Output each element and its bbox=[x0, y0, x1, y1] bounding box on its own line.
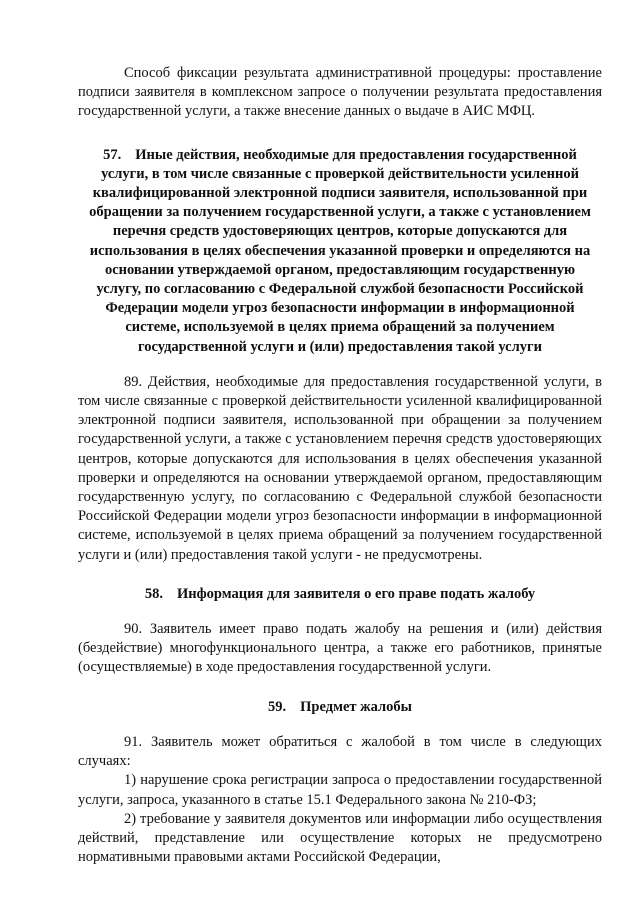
section-58-number: 58. bbox=[144, 585, 163, 602]
list-item-1: 1) нарушение срока регистрации запроса о предоставлении государственной услуги, запроса, указанного в статье 15.1 Федерального закона № 210-ФЗ; bbox=[78, 772, 602, 808]
document-page bbox=[78, 64, 602, 867]
section-59-number: 59. bbox=[268, 698, 287, 715]
paragraph-89: 89. Действия, необходимые для предоставления государственной услуги, в том числе связанные с проверкой действительности усиленной квалифицированной электронной подписи заявителя, использованной при обращении за получением государственной услуги, а также с установлением перечня средств удостоверяющих центров, которые допускаются для использования в целях обеспечения указанной проверки и определяются на основании утверждаемой органом, предоставляющим государственную услугу, по согласованию с Федеральной службой безопасности Российской Федерации модели угроз безопасности информации в информационной системе, используемой в целях приема обращений за получением государственной услуги и (или) предоставления такой услуги - не предусмотрены. bbox=[78, 373, 602, 563]
paragraph-90: 90. Заявитель имеет право подать жалобу на решения и (или) действия (бездействие) многофункционального центра, а также его работников, принятые (осуществляемые) в ходе предоставления государственной услуги. bbox=[78, 621, 602, 676]
list-item-2: 2) требование у заявителя документов или информации либо осуществления действий, представление или осуществление которых не предусмотрено нормативными правовыми актами Российской Федерации, bbox=[78, 810, 602, 866]
section-59-heading bbox=[78, 698, 602, 717]
intro-paragraph: Способ фиксации результата административной процедуры: проставление подписи заявителя в комплексном запросе о получении результата предоставления государственной услуги, а также внесение данных о выдаче в АИС МФЦ. bbox=[78, 65, 602, 120]
section-57-heading bbox=[78, 146, 602, 357]
section-57-number: 57. bbox=[103, 146, 122, 163]
section-58-title: Информация для заявителя о его праве подать жалобу bbox=[176, 585, 536, 602]
paragraph-91: 91. Заявитель может обратиться с жалобой в том числе в следующих случаях: bbox=[78, 733, 602, 770]
section-58-heading bbox=[78, 585, 602, 604]
section-59-title: Предмет жалобы bbox=[300, 698, 412, 715]
section-57-title: Иные действия, необходимые для предоставления государственной услуги, в том числе связанные с проверкой действительности усиленной квалифицированной электронной подписи заявителя, использованной при обращении за получением государственной услуги, а также с установлением перечня средств удостоверяющих центров, которые допускаются для использования в целях обеспечения указанной проверки и определяются на основании утверждаемой органом, предоставляющим государственную услугу, по согласованию с Федеральной службой безопасности Российской Федерации модели угроз безопасности информации в информационной системе, используемой в целях приема обращений за получением государственной услуги и (или) предоставления такой услуги bbox=[89, 146, 591, 355]
